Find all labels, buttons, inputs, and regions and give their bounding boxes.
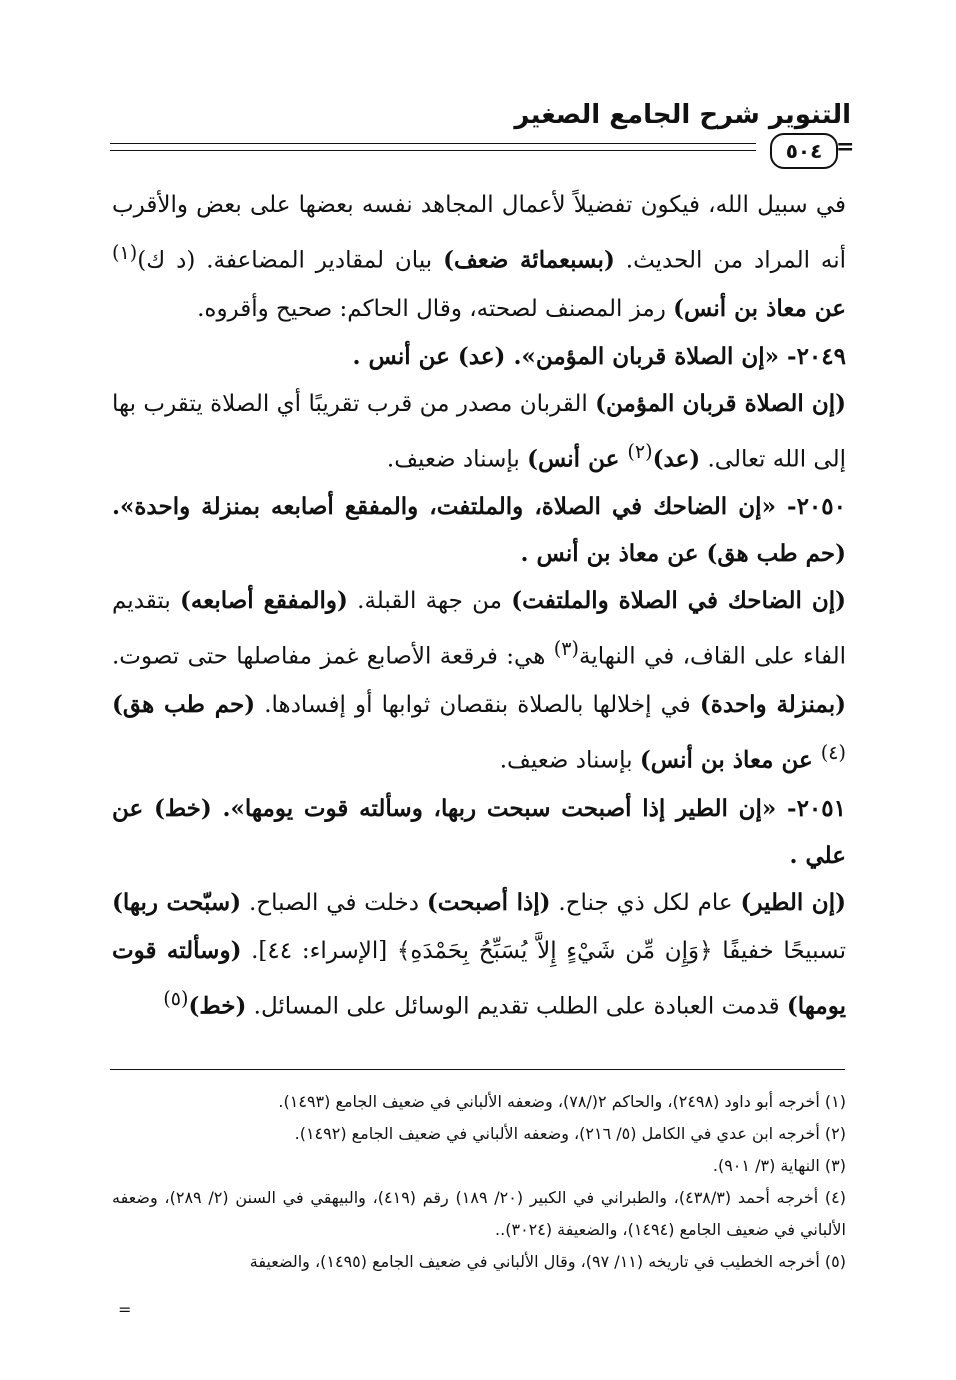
- footnote-ref[interactable]: (٤): [820, 740, 846, 764]
- footnote-separator: [110, 1069, 845, 1070]
- hadith-2051: ٢٠٥١- «إن الطير إذا أصبحت سبحت ربها، وسألته قوت يومها». (خط) عن علي .: [112, 794, 846, 869]
- running-header-title: التنوير شرح الجامع الصغير: [514, 100, 851, 130]
- footnote-ref[interactable]: (١): [112, 241, 138, 264]
- commentary-2050: (إن الضاحك في الصلاة والملتفت) من جهة القبلة. (والمفقع أصابعه) بتقديم الفاء على القاف، في النهاية$^{(٣)}$ هي: فرقعة الأصابع غمز مفاصلها حتى تصوت. (بمنزلة واحدة) في إخلالها بالصلاة بنقصان ثوابها أو إفسادها. (حم طب هق)$^{(٤)}$ عن معاذ بن أنس) بإسناد ضعيف.: [112, 587, 847, 774]
- footnote-1: (١) أخرجه أبو داود (٢٤٩٨)، والحاكم ٢(/٧٨)، وضعفه الألباني في ضعيف الجامع (١٤٩٣).: [278, 1092, 846, 1111]
- footnote-3: (٣) النهاية (٣/ ٩٠١).: [712, 1156, 846, 1175]
- footnote-2: (٢) أخرجه ابن عدي في الكامل (٥/ ٢١٦)، وضعفه الألباني في ضعيف الجامع (١٤٩٢).: [294, 1124, 846, 1143]
- footnote-5: (٥) أخرجه الخطيب في تاريخه (١١/ ٩٧)، وقال الألباني في ضعيف الجامع (١٤٩٥)، والضعيفة: [249, 1252, 846, 1271]
- continuation-mark: =: [118, 1300, 132, 1319]
- paragraph-continuation: في سبيل الله، فيكون تفضيلاً لأعمال المجاهد نفسه بعضها على بعض والأقرب أنه المراد من الحديث. (بسبعمائة ضعف) بيان لمقادير المضاعفة. (د ك)$^{(١)}$ عن معاذ بن أنس) رمز المصنف لصحته، وقال الحاكم: صحيح وأقروه.: [112, 192, 847, 322]
- footnote-ref[interactable]: (٥): [163, 986, 189, 1010]
- main-text: [112, 182, 846, 1030]
- header-marker: =: [836, 134, 855, 160]
- page-number-box: [770, 133, 838, 169]
- hadith-2050: ٢٠٥٠- «إن الضاحك في الصلاة، والملتفت، والمفقع أصابعه بمنزلة واحدة». (حم طب هق) عن معاذ بن أنس .: [112, 493, 846, 568]
- commentary-2049: (إن الصلاة قربان المؤمن) القربان مصدر من قرب تقريبًا أي الصلاة يتقرب بها إلى الله تعالى. (عد)$^{(٢)}$ عن أنس) بإسناد ضعيف.: [112, 389, 846, 473]
- page-number: ٥٠٤: [785, 139, 823, 163]
- footnotes: [112, 1086, 846, 1278]
- footnote-4: (٤) أخرجه أحمد (٤٣٨/٣)، والطبراني في الكبير (٢٠/ ١٨٩) رقم (٤١٩)، والبيهقي في السنن (٢/ ٢٨٩)، وضعفه الألباني في ضعيف الجامع (١٤٩٤)، والضعيفة (٣٠٢٤)..: [112, 1188, 846, 1239]
- footnote-ref[interactable]: (٣): [553, 637, 579, 661]
- header-rule-bottom: [110, 150, 756, 151]
- footnote-ref[interactable]: (٢): [627, 439, 653, 463]
- commentary-2051: (إن الطير) عام لكل ذي جناح. (إذا أصبحت) دخلت في الصباح. (سبّحت ربها) تسبيحًا خفيفًا ﴿وَإِن مِّن شَيْءٍ إِلاَّ يُسَبِّحُ بِحَمْدَهِ﴾ [الإسراء: ٤٤]. (وسألته قوت يومها) قدمت العبادة على الطلب تقديم الوسائل على المسائل. (خط)$^{(٥)}$: [112, 888, 846, 1020]
- hadith-2049: ٢٠٤٩- «إن الصلاة قربان المؤمن». (عد) عن أنس .: [352, 342, 846, 370]
- header-rule-top: [110, 143, 756, 144]
